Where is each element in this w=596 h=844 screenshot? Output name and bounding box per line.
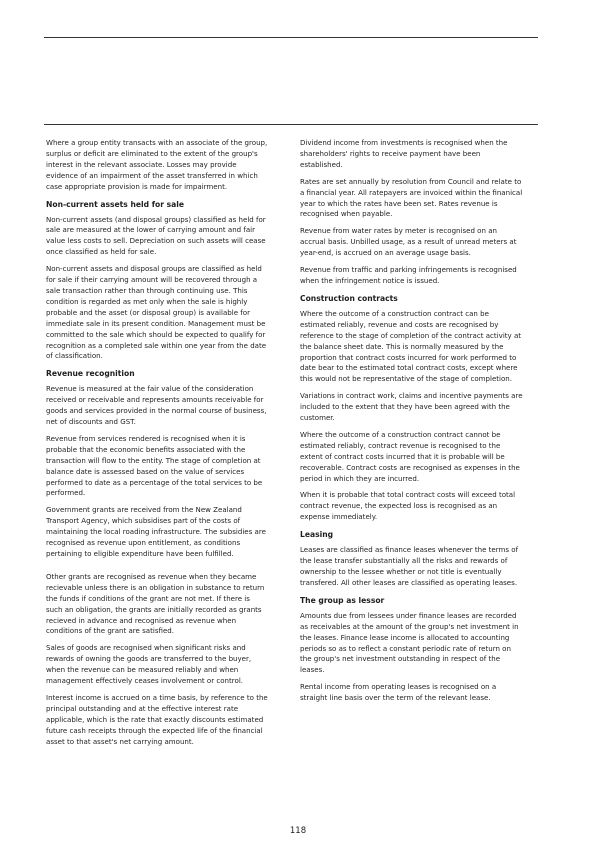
dividend-paragraph: Dividend income from investments is recognised when the shareholders' rights to receive payment have been established. bbox=[300, 138, 508, 169]
right-column bbox=[300, 138, 538, 710]
associate-paragraph: Where a group entity transacts with an associate of the group, surplus or deficit are eliminated to the extent of the group's interest in the relevant associate. Losses may provide evidence of an impairment of the asset transferred in which case appropriate provision is made for impairment. bbox=[46, 138, 268, 191]
lessor-paragraph-2: Rental income from operating leases is recognised on a straight line basis over the term of the relevant lease. bbox=[300, 682, 497, 703]
heading-leasing: Leasing bbox=[300, 530, 334, 540]
page-number: 118 bbox=[289, 826, 307, 836]
revenue-paragraph-4: Other grants are recognised as revenue when they became recievable unless there is an obligation in substance to return the funds if conditions of the grant are not met. If there is such an obligation, the grants are initially recorded as grants recieved in advance and recognised as revenue when conditions of the grant are satisfied. bbox=[46, 571, 265, 636]
construction-paragraph-2: Variations in contract work, claims and incentive payments are included to the extent that they have been agreed with the customer. bbox=[300, 391, 523, 423]
header-rule bbox=[44, 37, 538, 38]
section-rule bbox=[44, 124, 538, 125]
lessor-paragraph-1: Amounts due from lessees under finance leases are recorded as receivables at the amount of the group's net investment in the leases. Finance lease income is allocated to accounting periods so as to reflect a constant periodic rate of return on the group's net investment outstanding in respect of the leases. bbox=[300, 610, 519, 675]
revenue-paragraph-6: Interest income is accrued on a time basis, by reference to the principal outstanding and at the effective interest rate applicable, which is the rate that exactly discounts estimated future cash receipts through the expected life of the financial asset to that asset's net carrying amount. bbox=[46, 692, 268, 746]
revenue-paragraph-5: Sales of goods are recognised when significant risks and rewards of owning the goods are transferred to the buyer, when the revenue can be measured reliably and when management effectively ceases involvement or control. bbox=[46, 643, 252, 686]
left-column bbox=[46, 138, 284, 754]
heading-group-as-lessor: The group as lessor bbox=[300, 595, 385, 605]
heading-revenue-recognition: Revenue recognition bbox=[46, 369, 135, 379]
construction-paragraph-3: Where the outcome of a construction contract cannot be estimated reliably, contract revenue is recognised to the extent of contract costs incurred that it is probable will be recoverable. Contract costs are recognised as expenses in the period in which they are incurred. bbox=[300, 429, 520, 483]
heading-non-current-assets: Non-current assets held for sale bbox=[46, 199, 185, 209]
infringements-paragraph: Revenue from traffic and parking infringements is recognised when the infringement notice is issued. bbox=[300, 265, 517, 285]
rates-paragraph: Rates are set annually by resolution from Council and relate to a financial year. All ratepayers are invoiced within the finanical year to which the rates have been set. Rates revenue is recognised when payable. bbox=[300, 176, 523, 219]
non-current-paragraph-2: Non-current assets and disposal groups are classified as held for sale if their carrying amount will be recovered through a sale transaction rather than through continuing use. This condition is regarded as met only when the sale is highly probable and the asset (or disposal group) is available for immediate sale in its present condition. Management must be committed to the sale which should be expected to qualify for recognition as a completed sale within one year from the date of classification. bbox=[46, 264, 267, 361]
leasing-paragraph: Leases are classified as finance leases whenever the terms of the lease transfer substantially all the risks and rewards of ownership to the lessee whether or not title is eventually transfered. All other leases are classified as operating leases. bbox=[300, 545, 519, 587]
non-current-paragraph-1: Non-current assets (and disposal groups) classified as held for sale are measured at the lower of carrying amount and fair value less costs to sell. Depreciation on such assets will cease once classified as held for sale. bbox=[46, 214, 266, 257]
construction-paragraph-4: When it is probable that total contract costs will exceed total contract revenue, the expected loss is recognised as an expense immediately. bbox=[300, 490, 516, 522]
revenue-paragraph-3: Government grants are received from the New Zealand Transport Agency, which subsidises part of the costs of maintaining the local roading infrastructure. The subsidies are recognised as revenue upon entitlement, as conditions pertaining to eligible expenditure have been fulfilled. bbox=[46, 505, 266, 558]
revenue-paragraph-1: Revenue is measured at the fair value of the consideration received or receivable and represents amounts receivable for goods and services provided in the normal course of business, net of discounts and GST. bbox=[46, 384, 267, 427]
water-rates-paragraph: Revenue from water rates by meter is recognised on an accrual basis. Unbilled usage, as a result of unread meters at year-end, is accrued on an average usage basis. bbox=[300, 226, 517, 258]
revenue-paragraph-2: Revenue from services rendered is recognised when it is probable that the economic benefits associated with the transaction will flow to the entity. The stage of completion at balance date is assessed based on the value of services performed to date as a percentage of the total services to be performed. bbox=[46, 433, 263, 498]
construction-paragraph-1: Where the outcome of a construction contract can be estimated reliably, revenue and costs are recognised by reference to the stage of completion of the contract activity at the balance sheet date. This is normally measured by the proportion that contract costs incurred for work performed to date bear to the estimated total contract costs, except where this would not be representative of the stage of completion. bbox=[300, 308, 522, 384]
heading-construction-contracts: Construction contracts bbox=[300, 293, 398, 303]
